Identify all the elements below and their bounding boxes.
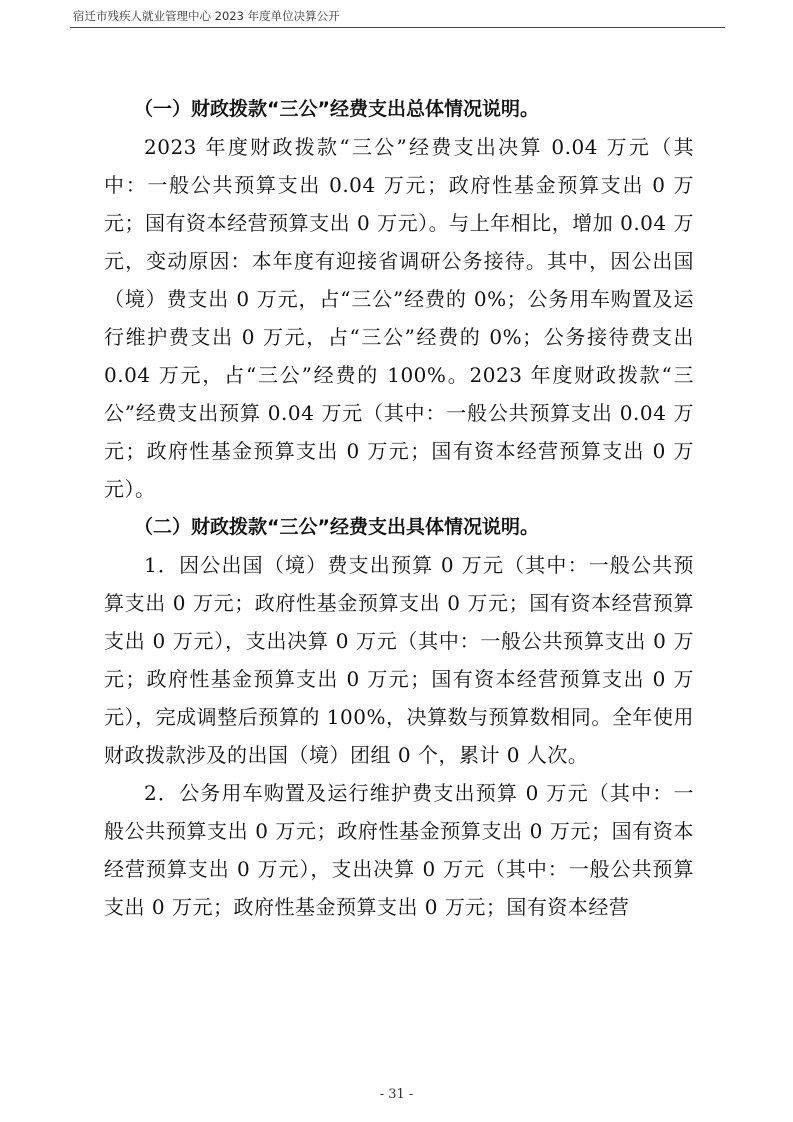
paragraph: 1．因公出国（境）费支出预算 0 万元（其中：一般公共预算支出 0 万元；政府性基金预算支出 0 万元；国有资本经营预算支出 0 万元），支出决算 0 万元（其中：一般公共预算支出 0 万元；政府性基金预算支出 0 万元；国有资本经营预算支出 0 万元），完成调整后预算的 100%，决算数与预算数相同。全年使用财政拨款涉及的出国（境）团组 0 个，累计 0 人次。 <box>104 553 694 767</box>
section-overall <box>104 90 694 508</box>
document-body <box>104 90 694 926</box>
section-heading: （二）财政拨款“三公”经费支出具体情况说明。 <box>134 516 539 538</box>
section-heading: （一）财政拨款“三公”经费支出总体情况说明。 <box>134 98 539 120</box>
paragraph: 2023 年度财政拨款“三公”经费支出决算 0.04 万元（其中：一般公共预算支出 0.04 万元；政府性基金预算支出 0 万元；国有资本经营预算支出 0 万元）。与上年相比，增加 0.04 万元，变动原因：本年度有迎接省调研公务接待。其中，因公出国（境）费支出 0 万元，占“三公”经费的 0%；公务用车购置及运行维护费支出 0 万元，占“三公”经费的 0%；公务接待费支出 0.04 万元，占“三公”经费的 100%。2023 年度财政拨款“三公”经费支出预算 0.04 万元（其中：一般公共预算支出 0.04 万元；政府性基金预算支出 0 万元；国有资本经营预算支出 0 万元）。 <box>104 135 694 501</box>
page-number: - 31 - <box>379 1087 414 1102</box>
section-details <box>104 508 694 926</box>
header-rule <box>70 27 725 28</box>
running-header: 宿迁市残疾人就业管理中心 2023 年度单位决算公开 <box>73 9 340 23</box>
paragraph: 2．公务用车购置及运行维护费支出预算 0 万元（其中：一般公共预算支出 0 万元；政府性基金预算支出 0 万元；国有资本经营预算支出 0 万元），支出决算 0 万元（其中：一般公共预算支出 0 万元；政府性基金预算支出 0 万元；国有资本经营 <box>104 781 694 919</box>
